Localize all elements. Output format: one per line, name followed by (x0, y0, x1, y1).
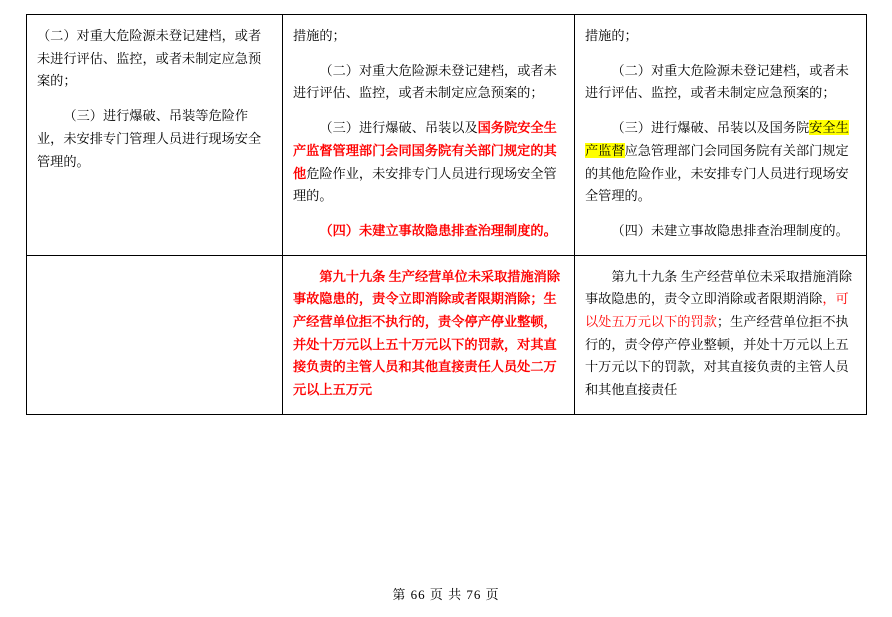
table-cell-final-2 (575, 255, 867, 414)
text-run: 国务院安全生产监督管理部门会同国务院有关部门规定的其他 (293, 120, 557, 181)
paragraph (37, 105, 272, 173)
table-row (27, 255, 867, 414)
text-run: 措施的； (293, 28, 346, 43)
paragraph (293, 25, 564, 48)
paragraph (585, 25, 856, 48)
text-run: （三）进行爆破、吊装以及国务院 (611, 120, 810, 136)
paragraph (293, 266, 564, 402)
paragraph (585, 220, 856, 243)
text-run: （三）进行爆破、吊装等危险作业，未安排专门管理人员进行现场安全管理的。 (37, 108, 262, 169)
text-run: 危险作业，未安排专门人员进行现场安全管理的。 (293, 165, 557, 204)
table-body (27, 15, 867, 415)
page-footer: 第 66 页 共 76 页 (392, 587, 500, 602)
text-run: （四）未建立事故隐患排查治理制度的。 (611, 222, 849, 238)
paragraph (293, 220, 564, 243)
table-cell-original-2 (27, 255, 283, 414)
table-cell-revision-2 (283, 255, 575, 414)
comparison-table (26, 14, 867, 415)
text-run: （二）对重大危险源未登记建档，或者未进行评估、监控，或者未制定应急预案的； (585, 62, 849, 101)
text-run: （三）进行爆破、吊装以及 (319, 120, 478, 136)
table-row (27, 15, 867, 256)
text-run: （二）对重大危险源未登记建档，或者未进行评估、监控，或者未制定应急预案的； (293, 62, 557, 101)
paragraph (585, 117, 856, 208)
paragraph (585, 60, 856, 105)
table-cell-final-1 (575, 15, 867, 256)
text-run: 第九十九条 生产经营单位未采取措施消除事故隐患的，责令立即消除或者限期消除 (585, 268, 853, 307)
text-run: ；生产经营单位拒不执行的，责令停产停业整顿，并处十万元以上五十万元以下的罚款，对其直接负责的主管人员和其他直接责任 (585, 314, 849, 398)
text-run: 第九十九条 生产经营单位未采取措施消除事故隐患的，责令立即消除或者限期消除；生产经营单位拒不执行的，责令停产停业整顿，并处十万元以上五十万元以下的罚款，对其直接负责的主管人员和其他直接责任人员处二万元以上五万元 (293, 268, 561, 398)
text-run: 应急管理部门会同国务院有关部门规定的其他危险作业，未安排专门人员进行现场安全管理的。 (585, 142, 849, 204)
text-run: （四）未建立事故隐患排查治理制度的。 (319, 222, 557, 238)
text-run: 安全生产监督 (585, 120, 849, 158)
paragraph (585, 266, 856, 402)
paragraph (293, 60, 564, 105)
text-run: （二）对重大危险源未登记建档，或者未进行评估、监控，或者未制定应急预案的； (37, 28, 262, 89)
paragraph (293, 117, 564, 208)
text-run: 措施的； (585, 28, 638, 43)
table-cell-revision-1 (283, 15, 575, 256)
paragraph (37, 25, 272, 93)
table-cell-original-1 (27, 15, 283, 256)
text-run: ，可以处五万元以下的罚款 (585, 291, 849, 330)
